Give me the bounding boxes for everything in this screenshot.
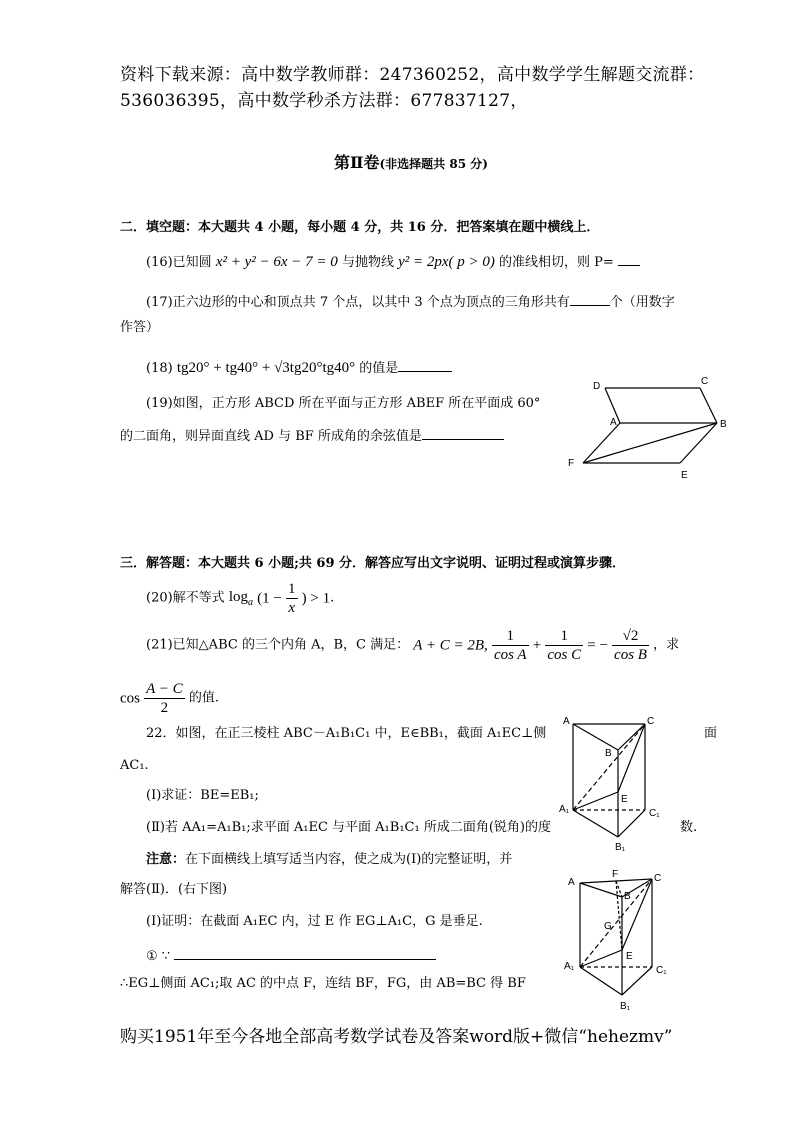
segment-FB: [616, 881, 622, 897]
q20-lparen: (1 −: [257, 590, 282, 607]
q21-frac-1-den: cos A: [493, 647, 527, 663]
figure-q19-planes: [560, 370, 740, 485]
title-main: 第Ⅱ卷: [334, 153, 380, 172]
label-A1: A₁: [564, 961, 575, 972]
label-A: A: [563, 716, 570, 727]
segment-A1E: [573, 792, 618, 810]
question-18: [146, 358, 452, 377]
q22-part-1: (Ⅰ)求证：BE=EB₁;: [146, 788, 259, 803]
segment-BF: [583, 423, 717, 463]
label-B: B: [605, 748, 612, 759]
q21-frac-1: [492, 627, 529, 664]
q22-proof-start: (Ⅰ)证明：在截面 A₁EC 内，过 E 作 EG⊥A₁C，G 是垂足.: [146, 914, 483, 929]
q18-formula: tg20° + tg40° + √3tg20°tg40°: [176, 360, 356, 376]
q20-fraction: [286, 580, 298, 617]
question-20: [146, 580, 334, 614]
paper-title: [334, 150, 488, 173]
label-E: E: [626, 951, 633, 962]
footer-promo: 购买1951年至今各地全部高考数学试卷及答案word版+微信“hehezmv”: [120, 1027, 673, 1047]
edge-A1B1: [573, 810, 618, 837]
q20-end: .: [330, 590, 335, 606]
q19-text-1: (19)如图，正方形 ABCD 所在平面与正方形 ABEF 所在平面成 60°: [146, 396, 541, 411]
q21-tail: ，求: [653, 637, 680, 653]
q19-answer-blank[interactable]: [422, 426, 504, 440]
q21-equation: A + C = 2B,: [413, 637, 488, 654]
figure-q22-prism: [555, 712, 680, 857]
q21-frac-2-num: 1: [545, 627, 583, 646]
q21-text-1: (21)已知△ABC 的三个内角 A，B，C 满足：: [146, 637, 410, 653]
label-F: F: [568, 458, 575, 469]
q16-prefix: (16)已知圆: [146, 255, 212, 270]
figure-q22-proof-prism: [560, 865, 685, 1015]
q16-mid: 与抛物线: [341, 255, 394, 270]
segment-EC: [622, 879, 652, 950]
q20-log-word: log: [228, 589, 248, 605]
q21-frac-4: [144, 680, 185, 717]
edge-AB: [580, 883, 622, 897]
segment-EC: [618, 724, 645, 792]
q20-log: [228, 589, 253, 608]
label-E: E: [681, 470, 688, 481]
header-line-1: 资料下载来源：高中数学教师群：247360252，高中数学学生解题交流群：: [120, 65, 705, 85]
header-line-2: 536036395，高中数学秒杀方法群：677837127，: [120, 91, 528, 111]
q22-line-1-end: 面: [704, 726, 718, 741]
question-19-line-2: [120, 426, 504, 445]
label-C1: C₁: [656, 965, 667, 976]
q19-text-2: 的二面角，则异面直线 AD 与 BF 所成角的余弦值是: [120, 429, 422, 444]
edge-B1C1: [622, 967, 652, 995]
q21-frac-4-num: A − C: [146, 681, 183, 697]
q22-line-2: AC₁.: [120, 758, 149, 773]
q22-step-1-blank[interactable]: [174, 946, 436, 960]
q21-frac-2-den: cos C: [547, 647, 582, 663]
label-A: A: [568, 877, 575, 888]
q22-part-2: (Ⅱ)若 AA₁=A₁B₁;求平面 A₁EC 与平面 A₁B₁C₁ 所成二面角(锐角)的度: [146, 820, 551, 835]
q22-note-text: 在下面横线上填写适当内容，使之成为(Ⅰ)的完整证明，并: [185, 852, 513, 867]
question-16: [146, 252, 640, 271]
q20-log-base: a: [248, 597, 253, 608]
q22-step-2: ∴EG⊥侧面 AC₁;取 AC 的中点 F，连结 BF，FG，由 AB=BC 得 BF: [120, 976, 526, 991]
label-B: B: [624, 891, 631, 902]
q20-rest: ) > 1: [301, 590, 331, 607]
label-A: A: [610, 417, 617, 428]
edge-CB: [700, 388, 717, 423]
q22-part-2-end: 数.: [680, 820, 698, 835]
label-B1: B₁: [620, 1001, 631, 1012]
label-E: E: [621, 794, 628, 805]
question-21: [146, 627, 679, 667]
section-2-heading: 二．填空题：本大题共 4 小题，每小题 4 分，共 16 分．把答案填在题中横线上．: [120, 220, 600, 235]
q16-answer-blank[interactable]: [618, 252, 640, 266]
edge-A1B1: [580, 967, 622, 995]
label-B: B: [720, 419, 727, 430]
q17-text-1: (17)正六边形的中心和顶点共 7 个点，以其中 3 个点为顶点的三角形共有: [146, 295, 570, 310]
label-C1: C₁: [649, 808, 660, 819]
q21-frac-4-den: 2: [160, 700, 169, 716]
question-21-line-2: [120, 680, 219, 720]
label-C: C: [654, 873, 662, 884]
q16-formula-circle: x² + y² − 6x − 7 = 0: [215, 254, 338, 270]
q22-line-1: 22．如图，在正三棱柱 ABC－A₁B₁C₁ 中，E∈BB₁，截面 A₁EC⊥侧: [146, 726, 547, 741]
question-17: [146, 292, 675, 311]
segment-A1C: [573, 724, 645, 810]
q17-text-3: 作答）: [120, 320, 160, 335]
edge-BC: [618, 724, 645, 750]
q21-text-2: 的值.: [188, 690, 219, 706]
edge-B1C1: [618, 810, 645, 837]
q21-frac-1-num: 1: [492, 627, 529, 646]
q17-answer-blank[interactable]: [570, 292, 610, 306]
q20-prefix: (20)解不等式: [146, 590, 225, 606]
q21-frac-3-num: √2: [612, 627, 649, 646]
q21-cos: cos: [120, 690, 140, 707]
q22-note-label: 注意：: [146, 852, 186, 867]
q21-plus: +: [532, 637, 542, 654]
q18-suffix: 的值是: [359, 361, 399, 376]
q22-step-1: [146, 946, 436, 965]
q18-answer-blank[interactable]: [398, 358, 452, 372]
edge-AB: [573, 724, 618, 750]
q16-formula-parabola: y² = 2px( p > 0): [398, 254, 495, 270]
label-C: C: [701, 376, 709, 387]
q21-equals-minus: = −: [587, 637, 608, 654]
q21-frac-2: [545, 627, 583, 664]
q18-prefix: (18): [146, 361, 173, 376]
label-D: D: [593, 381, 601, 392]
label-G: G: [604, 921, 612, 932]
label-B1: B₁: [615, 842, 626, 853]
q21-frac-3-den: cos B: [614, 647, 647, 663]
q20-den: x: [288, 600, 296, 616]
q21-frac-3: [612, 627, 649, 664]
q20-num: 1: [288, 581, 296, 597]
q16-suffix: 的准线相切，则 P=: [499, 255, 614, 270]
q17-text-2: 个（用数字: [609, 295, 675, 310]
section-3-heading: 三．解答题：本大题共 6 小题;共 69 分．解答应写出文字说明、证明过程或演算步骤．: [120, 556, 626, 571]
segment-A1C: [580, 879, 652, 967]
q22-note-line-2: 解答(Ⅱ)．(右下图): [120, 882, 228, 897]
segment-FE: [616, 881, 622, 950]
q22-note: [146, 852, 512, 868]
title-sub: (非选择题共 85 分): [379, 157, 488, 171]
label-A1: A₁: [559, 804, 570, 815]
label-F: F: [612, 869, 619, 880]
label-C: C: [647, 716, 655, 727]
q22-because: ① ∵: [146, 949, 171, 964]
